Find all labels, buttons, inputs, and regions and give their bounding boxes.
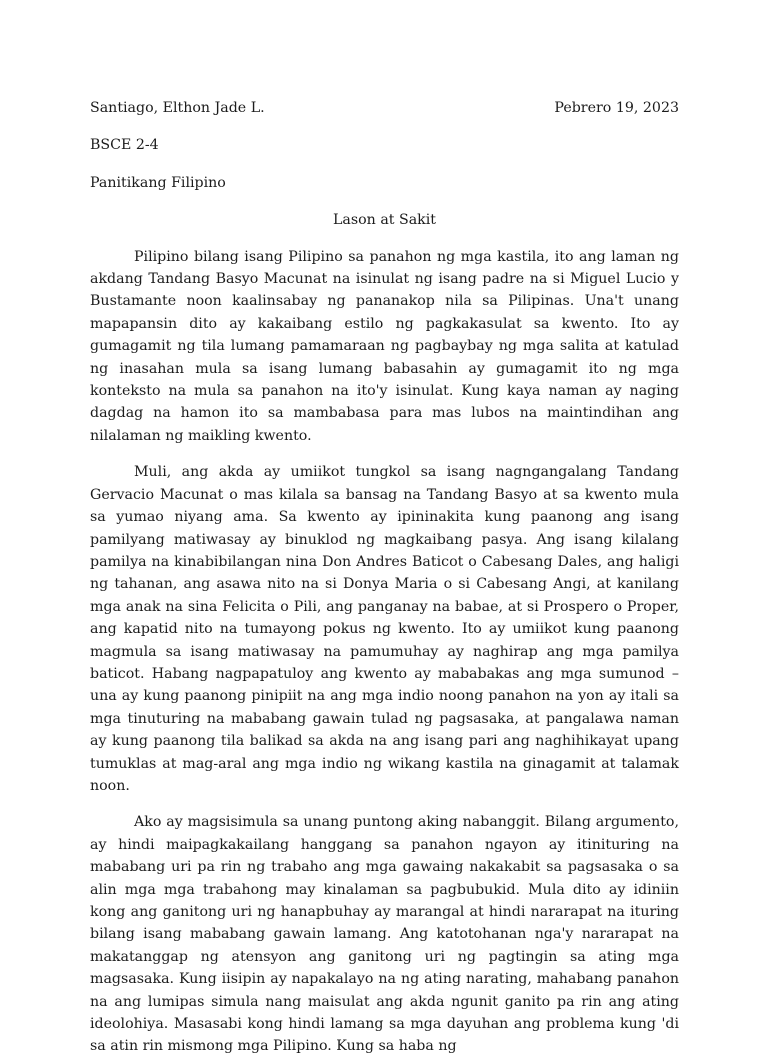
course-label: Panitikang Filipino [90,174,226,191]
section-label: BSCE 2-4 [90,137,159,154]
paragraph-3: Ako ay magsisimula sa unang puntong aking nabanggit. Bilang argumento, ay hindi maipagkakailang hanggang sa panahon ngayon ay itinituring na mababang uri pa rin ng trabaho ang mga gawaing nakakabit sa pagsasaka o sa alin mga mga trabahong may kinalaman sa pagbubukid. Mula dito ay idiniin kong ang ganitong uri ng hanapbuhay ay marangal at hindi nararapat na ituring bilang isang mababang gawain lamang. Ang katotohanan nga'y nararapat na makatanggap ng atensyon ang ganitong uri ng pagtingin sa ating mga magsasaka. Kung iisipin ay napakalayo na ng ating narating, mahabang panahon na ang lumipas simula nang maisulat ang akda ngunit ganito pa rin ang ating ideolohiya. Masasabi kong hindi lamang sa mga dayuhan ang problema kung 'di sa atin rin mismong mga Pilipino. Kung sa haba ng [90,814,679,1055]
paragraph-2: Muli, ang akda ay umiikot tungkol sa isang nagngangalang Tandang Gervacio Macunat o mas kilala sa bansag na Tandang Basyo at sa kwento mula sa yumao niyang ama. Sa kwento ay ipininakita kung paanong ang isang pamilyang matiwasay ay binuklod ng magkaibang pasya. Ang isang kilalang pamilya na kinabibilangan nina Don Andres Baticot o Cabesang Dales, ang haligi ng tahanan, ang asawa nito na si Donya Maria o si Cabesang Angi, at kanilang mga anak na sina Felicita o Pili, ang panganay na babae, at si Prospero o Proper, ang kapatid nito na tumayong pokus ng kwento. Ito ay umiikot kung paanong magmula sa isang matiwasay na pamumuhay ay naghirap ang mga pamilya baticot. Habang nagpapatuloy ang kwento ay mababakas ang mga sumunod – una ay kung paanong pinipiit na ang mga indio noong panahon na yon ay itali sa mga tinuturing na mababang gawain tulad ng pagsasaka, at pangalawa naman ay kung paanong tila balikad sa akda na ang isang pari ang naghihikayat upang tumuklas at mag-aral ang mga indio ng wikang kastila na ginagamit at talamak noon. [90,464,679,794]
author-name: Santiago, Elthon Jade L. [90,100,265,116]
document-date: Pebrero 19, 2023 [554,100,679,116]
paragraph-1: Pilipino bilang isang Pilipino sa panahon ng mga kastila, ito ang laman ng akdang Tandang Basyo Macunat na isinulat ng isang padre na si Miguel Lucio y Bustamante noon kaalinsabay ng pananakop nila sa Pilipinas. Una't unang mapapansin dito ay kakaibang estilo ng pagkakasulat sa kwento. Ito ay gumagamit ng tila lumang pamamaraan ng pagbaybay ng mga salita at katulad ng inasahan mula sa isang lumang babasahin ay gumagamit ito ng mga konteksto na mula sa panahon na ito'y isinulat. Kung kaya naman ay naging dagdag na hamon ito sa mambabasa para mas lubos na maintindihan ang nilalaman ng maikling kwento. [90,248,679,444]
header-row [90,97,679,119]
essay-title: Lason at Sakit [332,212,437,229]
